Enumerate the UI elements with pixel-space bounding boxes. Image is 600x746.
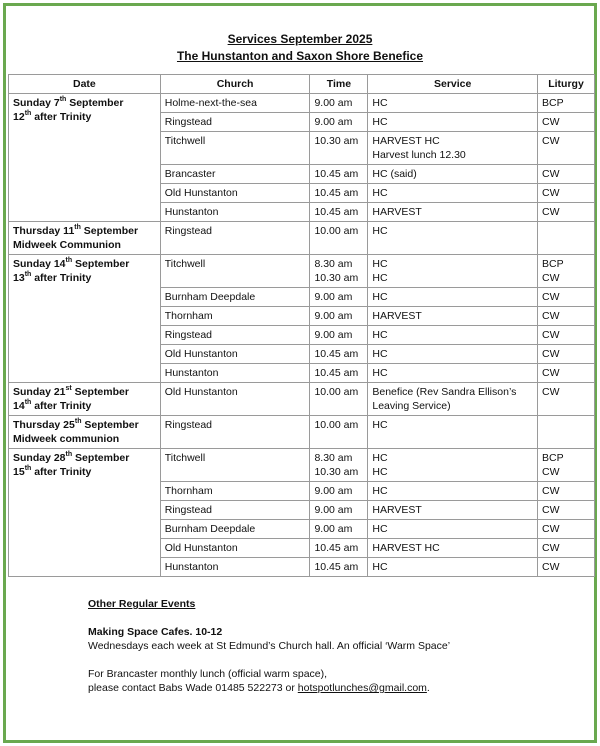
church-cell: Ringstead [160, 113, 310, 132]
service-cell-line: HC [372, 466, 388, 478]
date-text: Sunday 7 [13, 97, 60, 109]
time-cell [310, 222, 368, 255]
church-cell: Holme-next-the-sea [160, 94, 310, 113]
time-cell-line: 10.45 am [314, 542, 359, 554]
service-date [13, 96, 156, 110]
time-cell-line: 10.45 am [314, 187, 359, 199]
services-table [8, 74, 595, 577]
column-header-church: Church [160, 75, 310, 94]
time-cell [310, 416, 368, 449]
service-cell [368, 132, 538, 165]
liturgy-cell-line: CW [542, 367, 560, 379]
time-cell-line: 9.00 am [314, 523, 353, 535]
date-cell [9, 222, 161, 255]
occasion-ordinal: th [24, 398, 32, 406]
time-cell-line: 10.45 am [314, 206, 359, 218]
service-occasion [13, 110, 156, 124]
date-cell [9, 416, 161, 449]
church-cell: Old Hunstanton [160, 539, 310, 558]
service-cell-line: HC [372, 367, 388, 379]
service-date [13, 257, 156, 271]
time-cell-line: 9.00 am [314, 310, 353, 322]
date-text: Sunday 14 [13, 258, 66, 270]
date-text: Thursday 25 [13, 419, 75, 431]
occasion-text: 14 [13, 400, 25, 412]
service-cell [368, 558, 538, 577]
time-cell [310, 94, 368, 113]
date-ordinal: th [74, 223, 81, 231]
liturgy-cell [538, 326, 595, 345]
liturgy-cell-line: CW [542, 291, 560, 303]
date-month: September [72, 258, 130, 270]
liturgy-cell-line: CW [542, 187, 560, 199]
time-cell-line: 10.00 am [314, 419, 359, 431]
church-cell: Titchwell [160, 132, 310, 165]
service-cell-line: HC [372, 561, 388, 573]
service-cell [368, 222, 538, 255]
service-cell-line: HC [372, 258, 388, 270]
table-row [9, 255, 595, 288]
date-cell [9, 449, 161, 577]
time-cell-line: 8.30 am [314, 258, 353, 270]
time-cell-line: 8.30 am [314, 452, 353, 464]
time-cell-line: 9.00 am [314, 291, 353, 303]
liturgy-cell-line: CW [542, 272, 560, 284]
occasion-ordinal: th [24, 109, 32, 117]
service-cell [368, 539, 538, 558]
church-cell: Thornham [160, 307, 310, 326]
church-cell: Old Hunstanton [160, 345, 310, 364]
service-cell [368, 203, 538, 222]
occasion-text: 13 [13, 272, 25, 284]
date-ordinal: th [65, 450, 73, 458]
liturgy-cell [538, 165, 595, 184]
service-cell-line: HARVEST HC [372, 135, 440, 147]
liturgy-cell [538, 255, 595, 288]
occasion-suffix: after Trinity [31, 466, 92, 478]
cafe-title: Making Space Cafes. 10-12 [88, 626, 223, 638]
service-cell [368, 307, 538, 326]
liturgy-cell-line: BCP [542, 97, 564, 109]
service-cell [368, 520, 538, 539]
liturgy-cell [538, 501, 595, 520]
service-cell-line: HC [372, 485, 388, 497]
liturgy-cell-line: CW [542, 329, 560, 341]
time-cell [310, 113, 368, 132]
time-cell-line: 10.00 am [314, 225, 359, 237]
liturgy-cell-line: CW [542, 386, 560, 398]
table-row [9, 416, 595, 449]
service-cell [368, 255, 538, 288]
liturgy-cell [538, 383, 595, 416]
service-occasion [13, 432, 156, 446]
church-cell: Ringstead [160, 501, 310, 520]
liturgy-cell-line: CW [542, 504, 560, 516]
church-cell: Hunstanton [160, 558, 310, 577]
page-title: Services September 2025 [227, 32, 373, 46]
time-cell-line: 10.30 am [314, 466, 359, 478]
service-cell-line: Leaving Service) [372, 400, 451, 412]
service-cell-line: HC [372, 225, 388, 237]
occasion-text: 15 [13, 466, 25, 478]
service-cell [368, 449, 538, 482]
date-month: September [66, 97, 124, 109]
time-cell [310, 203, 368, 222]
service-occasion [13, 465, 156, 479]
liturgy-cell [538, 94, 595, 113]
service-date [13, 451, 156, 465]
time-cell-line: 10.45 am [314, 561, 359, 573]
liturgy-cell-line: CW [542, 348, 560, 360]
church-cell: Titchwell [160, 449, 310, 482]
service-cell [368, 165, 538, 184]
date-cell [9, 94, 161, 222]
date-text: Sunday 21 [13, 386, 66, 398]
table-row [9, 449, 595, 482]
service-cell-line: Benefice (Rev Sandra Ellison’s [372, 386, 517, 398]
time-cell [310, 255, 368, 288]
church-cell: Hunstanton [160, 364, 310, 383]
liturgy-cell [538, 449, 595, 482]
date-month: September [71, 386, 129, 398]
time-cell-line: 9.00 am [314, 504, 353, 516]
service-cell [368, 416, 538, 449]
page-subtitle: The Hunstanton and Saxon Shore Benefice [176, 49, 424, 63]
time-cell [310, 482, 368, 501]
service-occasion [13, 271, 156, 285]
liturgy-cell-line: CW [542, 485, 560, 497]
time-cell [310, 165, 368, 184]
liturgy-cell [538, 203, 595, 222]
table-header-row [9, 75, 595, 94]
service-cell-line: HARVEST [372, 310, 422, 322]
service-cell-line: HC [372, 329, 388, 341]
time-cell [310, 307, 368, 326]
liturgy-cell [538, 307, 595, 326]
lunch-contact: please contact Babs Wade 01485 522273 or [88, 682, 298, 694]
church-cell: Burnham Deepdale [160, 520, 310, 539]
table-row [9, 383, 595, 416]
time-cell-line: 9.00 am [314, 116, 353, 128]
time-cell-line: 10.30 am [314, 272, 359, 284]
lunch-line-2 [88, 681, 450, 695]
date-text: Sunday 28 [13, 452, 66, 464]
time-cell-line: 10.45 am [314, 367, 359, 379]
date-ordinal: st [65, 384, 72, 392]
liturgy-cell [538, 345, 595, 364]
service-cell-line: HC [372, 97, 388, 109]
service-cell-line: HC [372, 116, 388, 128]
time-cell-line: 10.45 am [314, 168, 359, 180]
service-cell [368, 383, 538, 416]
liturgy-cell [538, 416, 595, 449]
church-cell: Brancaster [160, 165, 310, 184]
liturgy-cell-line: BCP [542, 258, 564, 270]
service-occasion [13, 238, 156, 252]
column-header-time: Time [310, 75, 368, 94]
service-cell [368, 326, 538, 345]
church-cell: Old Hunstanton [160, 184, 310, 203]
liturgy-cell-line: CW [542, 116, 560, 128]
occasion-ordinal: th [24, 270, 32, 278]
time-cell-line: 9.00 am [314, 329, 353, 341]
date-month: September [81, 419, 139, 431]
service-cell [368, 288, 538, 307]
time-cell [310, 558, 368, 577]
time-cell [310, 449, 368, 482]
date-ordinal: th [65, 256, 73, 264]
time-cell [310, 132, 368, 165]
church-cell: Old Hunstanton [160, 383, 310, 416]
other-events [88, 597, 450, 695]
time-cell-line: 10.00 am [314, 386, 359, 398]
lunch-line-end: . [426, 682, 430, 694]
time-cell-line: 9.00 am [314, 97, 353, 109]
occasion-text: Midweek communion [13, 433, 120, 445]
time-cell [310, 184, 368, 203]
service-cell [368, 501, 538, 520]
church-cell: Thornham [160, 482, 310, 501]
lunch-line-1: For Brancaster monthly lunch (official warm space), [88, 668, 328, 680]
table-row [9, 222, 595, 255]
service-cell [368, 345, 538, 364]
table-row [9, 94, 595, 113]
liturgy-cell [538, 520, 595, 539]
time-cell [310, 539, 368, 558]
date-month: September [72, 452, 130, 464]
time-cell-line: 10.45 am [314, 348, 359, 360]
liturgy-cell-line: BCP [542, 452, 564, 464]
cafe-text: Wednesdays each week at St Edmund’s Church hall. An official ‘Warm Space’ [88, 640, 451, 652]
time-cell [310, 345, 368, 364]
lunch-email-link[interactable]: hotspotlunches@gmail.com [297, 682, 427, 694]
occasion-suffix: after Trinity [31, 111, 92, 123]
liturgy-cell [538, 288, 595, 307]
time-cell-line: 9.00 am [314, 485, 353, 497]
service-cell-line: HC [372, 452, 388, 464]
service-cell-line: HARVEST [372, 206, 422, 218]
service-cell [368, 113, 538, 132]
occasion-ordinal: th [24, 464, 32, 472]
liturgy-cell-line: CW [542, 466, 560, 478]
date-ordinal: th [59, 95, 67, 103]
time-cell-line: 10.30 am [314, 135, 359, 147]
column-header-liturgy: Liturgy [538, 75, 595, 94]
service-cell [368, 482, 538, 501]
time-cell [310, 520, 368, 539]
service-date [13, 418, 156, 432]
liturgy-cell [538, 482, 595, 501]
liturgy-cell [538, 539, 595, 558]
service-date [13, 224, 156, 238]
liturgy-cell [538, 364, 595, 383]
table-body [9, 94, 595, 577]
date-ordinal: th [74, 417, 82, 425]
date-cell [9, 383, 161, 416]
church-cell: Ringstead [160, 416, 310, 449]
occasion-suffix: after Trinity [31, 272, 92, 284]
church-cell: Ringstead [160, 326, 310, 345]
liturgy-cell [538, 132, 595, 165]
time-cell [310, 383, 368, 416]
service-cell-line: HARVEST HC [372, 542, 440, 554]
occasion-text: Midweek Communion [13, 239, 121, 251]
church-cell: Ringstead [160, 222, 310, 255]
liturgy-cell [538, 184, 595, 203]
service-cell-line: Harvest lunch 12.30 [372, 149, 466, 161]
time-cell [310, 288, 368, 307]
liturgy-cell-line: CW [542, 168, 560, 180]
date-cell [9, 255, 161, 383]
service-cell-line: HC (said) [372, 168, 417, 180]
service-date [13, 385, 156, 399]
liturgy-cell-line: CW [542, 310, 560, 322]
time-cell [310, 501, 368, 520]
liturgy-cell-line: CW [542, 135, 560, 147]
church-cell: Titchwell [160, 255, 310, 288]
service-cell-line: HC [372, 187, 388, 199]
liturgy-cell [538, 113, 595, 132]
occasion-suffix: after Trinity [31, 400, 92, 412]
liturgy-cell-line: CW [542, 206, 560, 218]
service-cell-line: HC [372, 523, 388, 535]
liturgy-cell-line: CW [542, 523, 560, 535]
service-cell-line: HC [372, 272, 388, 284]
church-cell: Burnham Deepdale [160, 288, 310, 307]
service-occasion [13, 399, 156, 413]
service-cell-line: HARVEST [372, 504, 422, 516]
column-header-service: Service [368, 75, 538, 94]
time-cell [310, 326, 368, 345]
service-cell [368, 364, 538, 383]
column-header-date: Date [9, 75, 161, 94]
service-cell-line: HC [372, 348, 388, 360]
liturgy-cell-line: CW [542, 561, 560, 573]
events-heading: Other Regular Events [88, 598, 196, 610]
time-cell [310, 364, 368, 383]
liturgy-cell-line: CW [542, 542, 560, 554]
liturgy-cell [538, 222, 595, 255]
church-cell: Hunstanton [160, 203, 310, 222]
date-month: September [80, 225, 139, 237]
service-cell [368, 184, 538, 203]
service-cell-line: HC [372, 291, 388, 303]
date-text: Thursday 11 [13, 225, 75, 237]
service-cell [368, 94, 538, 113]
occasion-text: 12 [13, 111, 25, 123]
service-cell-line: HC [372, 419, 388, 431]
liturgy-cell [538, 558, 595, 577]
